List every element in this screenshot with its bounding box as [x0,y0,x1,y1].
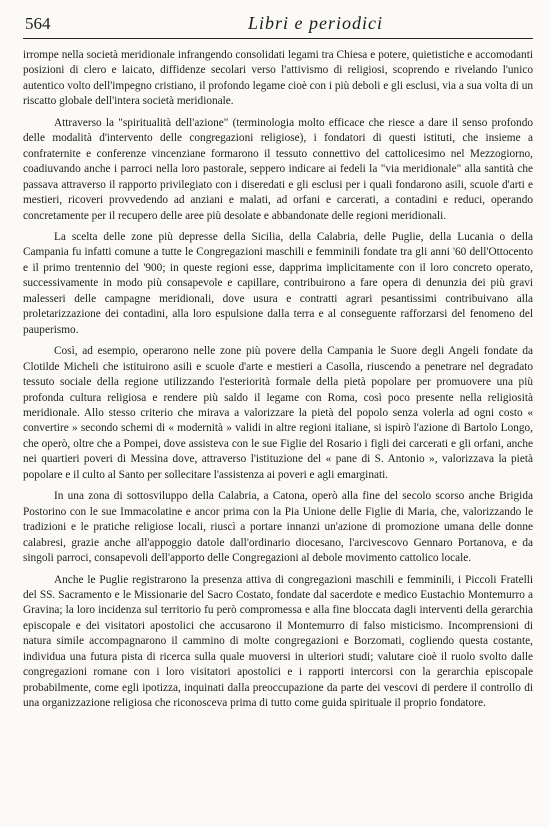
page-number: 564 [25,14,51,33]
running-head [23,12,533,39]
section-title: Libri e periodici [248,13,383,33]
body-text [23,48,533,712]
paragraph-4: Così, ad esempio, operarono nelle zone più povere della Campania le Suore degli Angeli fondate da Clotilde Micheli che istituirono asili e scuole d'arte e mestieri a Casolla, riuscendo a penetrare nel degradato tessuto sociale della regione utilizzando l'esteriorità formale della pietà popolare per promuovere una più profonda cultura religiosa e rendere più saldo il legame con Roma, così poco presente nella religiosità meridionale. Allo stesso criterio che mirava a valorizzare la pietà del popolo senza volerla ad ogni costo « convertire » secondo schemi di « modernità » validi in altre regioni italiane, si ispirò l'azione di Bartolo Longo, che operò, oltre che a Pompei, dove assisteva con le sue Figlie del Rosario i figli dei carcerati e gli orfani, anche nei quartieri poveri di Messina dove, attraverso l'istituzione del « pane di S. Antonio », valorizzava la pietà popolare e il culto al Santo per sollecitare l'assistenza ai poveri e agli emarginati. [23,345,533,481]
paragraph-6: Anche le Puglie registrarono la presenza attiva di congregazioni maschili e femminili, i Piccoli Fratelli del SS. Sacramento e le Missionarie del Sacro Costato, fondate dal sacerdote e medico Eustachio Montemurro a Gravina; la loro incidenza sul territorio fu però compromessa e alla fine bloccata dagli interventi della gerarchia episcopale e dei visitatori apostolici che accusarono il Montemurro di falso misticismo. Incomprensioni di natura simile accompagnarono il cammino di molte congregazioni e Borzomati, cogliendo questa costante, individua una futura pista di ricerca sulla quale muoversi in ulteriori studi; valutare cioè il ruolo svolto dalle congregazioni romane con i loro visitatori apostolici e i rapporti intercorsi con la gerarchia episcopale probabilmente, come egli ipotizza, inquinati dalla preoccupazione da parte dei vescovi di perdere il controllo di una organizzazione religiosa che riconosceva prima di tutto come guida spirituale il proprio fondatore. [23,573,533,710]
paragraph-1: irrompe nella società meridionale infrangendo consolidati legami tra Chiesa e potere, quietistiche e accomodanti posizioni di clero e laicato, diffidenze secolari verso l'attivismo di religiosi, scoprendo e rivelando l'unico autentico volto dell'impegno cristiano, il profondo legame cioè con i più deboli e gli esclusi, via a sua volta di un riscatto globale dell'intera società meridionale. [23,49,533,108]
paragraph-3: La scelta delle zone più depresse della Sicilia, della Calabria, delle Puglie, della Lucania o della Campania fu infatti comune a tutte le Congregazioni maschili e femminili fondate tra gli anni '60 dell'Ottocento e il primo trentennio del '900; in queste regioni esse, dapprima implicitamente con il loro concreto operato, successivamente in modo più consapevole e capillare, contribuirono a fare opera di denunzia dei più gravi malesseri delle campagne meridionali, dove usura e contratti agrari pesantissimi contribuivano alla proletarizzazione dei contadini, alla loro espulsione dalla terra e al conseguente rafforzarsi del fenomeno del pauperismo. [23,230,533,336]
paragraph-5: In una zona di sottosviluppo della Calabria, a Catona, operò alla fine del secolo scorso anche Brigida Postorino con le sue Immacolatine e ancor prima con la Pia Unione delle Figlie di Maria, che, valorizzando le tradizioni e le pratiche religiose locali, riuscì a portare innanzi un'azione di promozione umana delle donne calabresi, grazie anche all'appoggio datole dall'ordinario diocesano, l'arcivescovo Gennaro Portanova, e da singoli parroci, consapevoli dell'apporto delle Congregazioni al debole movimento cattolico locale. [23,490,533,565]
page [23,12,533,820]
paragraph-2: Attraverso la "spiritualità dell'azione" (terminologia molto efficace che riesce a dare il senso profondo delle modalità d'intervento delle congregazioni religiose), i fondatori di questi istituti, che insieme a confraternite e conferenze vincenziane formarono il tessuto connettivo del cattolicesimo nel Mezzogiorno, coadiuvando anche i parroci nella loro pastorale, seppero indicare ai fedeli la "via meridionale" alla santità che passava attraverso il rapporto privilegiato con i diseredati e gli esclusi per i quali fondarono asili, scuole d'arti e mestieri, ricoveri provvedendo ad anziani e malati, ad orfani e carcerati, a contadini e reduci, operando concretamente per il recupero delle aree più desolate e abbandonate delle regioni meridionali. [23,116,533,222]
